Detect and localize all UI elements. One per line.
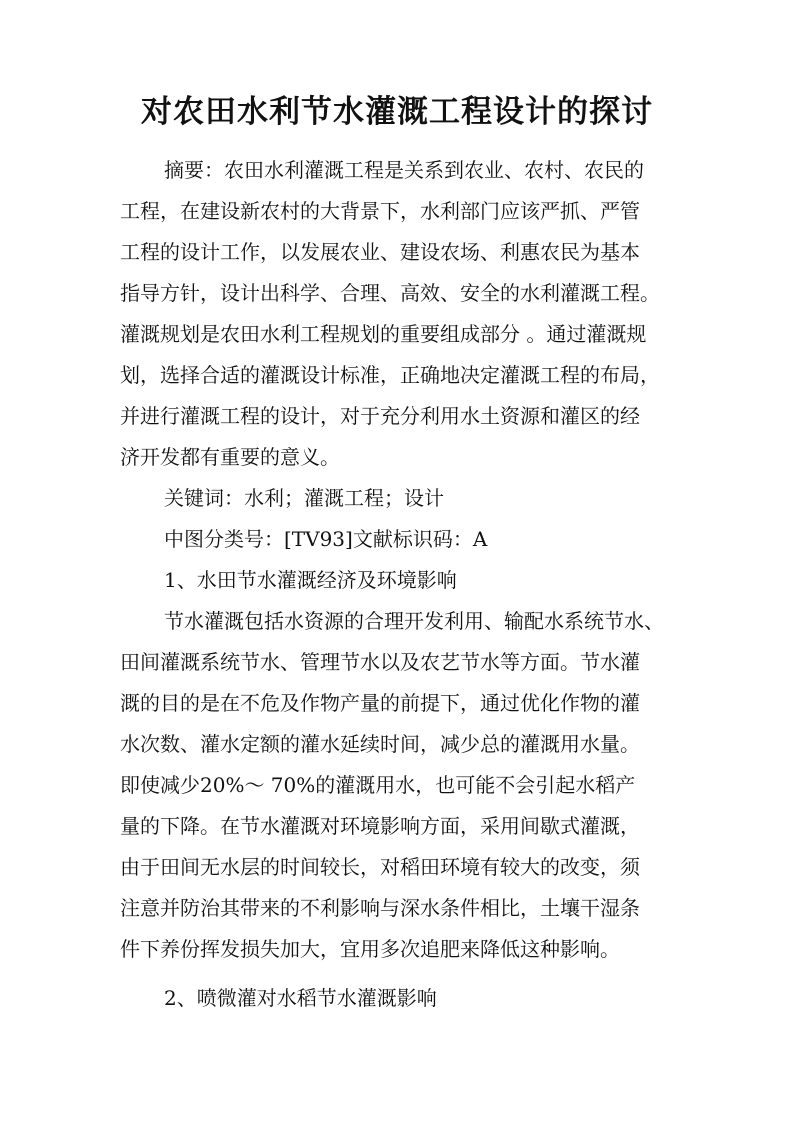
text-line: 关键词：水利；灌溉工程；设计 [164,486,444,510]
text-line: 溉的目的是在不危及作物产量的前提下，通过优化作物的灌 [120,691,640,715]
text-line: 工程，在建设新农村的大背景下，水利部门应该严抓、严管 [120,199,640,223]
text-line: 2、喷微灌对水稻节水灌溉影响 [164,986,437,1010]
page-title: 对农田水利节水灌溉工程设计的探讨 [141,94,653,130]
text-line: 节水灌溉包括水资源的合理开发利用、输配水系统节水、 [164,609,664,633]
text-line: 摘要：农田水利灌溉工程是关系到农业、农村、农民的 [164,158,644,182]
text-line: 由于田间无水层的时间较长，对稻田环境有较大的改变，须 [120,855,640,879]
text-line: 田间灌溉系统节水、管理节水以及农艺节水等方面。节水灌 [120,650,640,674]
text-line: 灌溉规划是农田水利工程规划的重要组成部分 。通过灌溉规 [120,322,647,346]
text-line: 工程的设计工作，以发展农业、建设农场、利惠农民为基本 [120,240,640,264]
text-line: 水次数、灌水定额的灌水延续时间，减少总的灌溉用水量。 [120,732,640,756]
text-line: 量的下降。在节水灌溉对环境影响方面，采用间歇式灌溉， [120,814,640,838]
text-line: 中图分类号：[TV93]文献标识码：A [164,527,488,551]
text-line: 划，选择合适的灌溉设计标准，正确地决定灌溉工程的布局， [120,363,660,387]
text-line: 注意并防治其带来的不利影响与深水条件相比，土壤干湿条 [120,896,640,920]
text-line: 1、水田节水灌溉经济及环境影响 [164,568,457,592]
text-line: 并进行灌溉工程的设计，对于充分利用水土资源和灌区的经 [120,404,640,428]
text-line: 指导方针，设计出科学、合理、高效、安全的水利灌溉工程。 [120,281,660,305]
text-line: 即使减少20%～ 70%的灌溉用水，也可能不会引起水稻产 [120,773,636,797]
document-body [120,150,680,1019]
text-line: 济开发都有重要的意义。 [120,445,340,469]
text-line: 件下养份挥发损失加大，宜用多次追肥来降低这种影响。 [120,937,620,961]
paragraph-gap [120,970,680,978]
